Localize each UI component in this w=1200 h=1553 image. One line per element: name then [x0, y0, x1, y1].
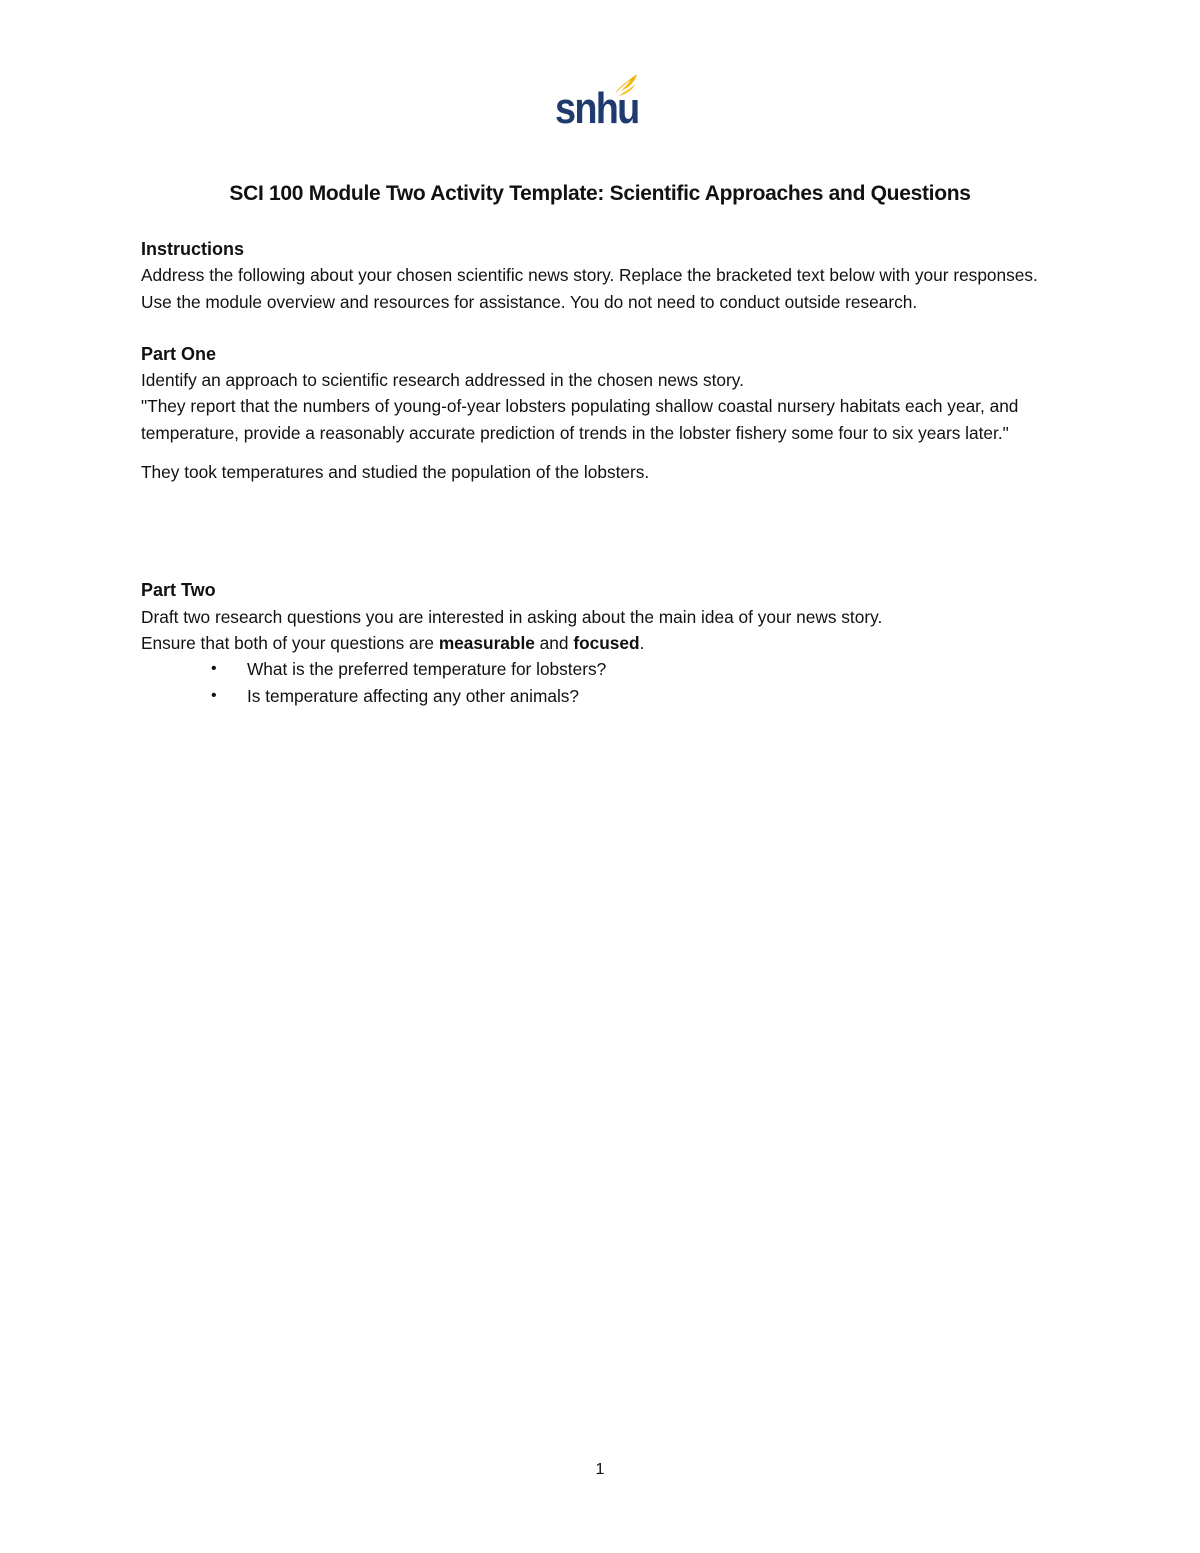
- prompt-prefix: Ensure that both of your questions are: [141, 632, 439, 653]
- snhu-logo: [555, 72, 639, 132]
- prompt-mid: and: [534, 632, 574, 653]
- logo-wordmark: snhu: [555, 84, 639, 133]
- question-text: Is temperature affecting any other animals?: [247, 685, 580, 706]
- document-body: [141, 236, 1061, 709]
- instructions-heading: Instructions: [141, 239, 245, 259]
- part-one-quote: "They report that the numbers of young-of-year lobsters populating shallow coastal nursery habitats each year, and temperature, provide a reasonably accurate prediction of trends in the lobster fishery some four to six years later.": [141, 396, 1019, 443]
- part-two-prompt-line2: [141, 630, 1061, 656]
- bullet-icon: •: [211, 660, 217, 678]
- part-two-prompt-line1: Draft two research questions you are interested in asking about the main idea of your news story.: [141, 606, 883, 627]
- page-number: 1: [595, 1461, 605, 1478]
- list-item: [141, 683, 1061, 709]
- bullet-icon: •: [211, 686, 217, 704]
- keyword-measurable: measurable: [438, 632, 535, 653]
- keyword-focused: focused: [573, 632, 640, 653]
- part-one-heading: Part One: [141, 343, 217, 364]
- prompt-end: .: [639, 632, 645, 653]
- question-text: What is the preferred temperature for lobsters?: [247, 659, 607, 680]
- document-title: SCI 100 Module Two Activity Template: Scientific Approaches and Questions: [229, 182, 971, 205]
- part-one-answer: They took temperatures and studied the population of the lobsters.: [141, 462, 650, 483]
- research-questions-list: [141, 656, 1061, 709]
- part-one-prompt: Identify an approach to scientific research addressed in the chosen news story.: [141, 370, 744, 391]
- list-item: [141, 656, 1061, 682]
- instructions-text: Address the following about your chosen scientific news story. Replace the bracketed text below with your responses. Use the module overview and resources for assistance. You do not need to conduct outside research.: [141, 265, 1038, 312]
- part-two-heading: Part Two: [141, 580, 216, 601]
